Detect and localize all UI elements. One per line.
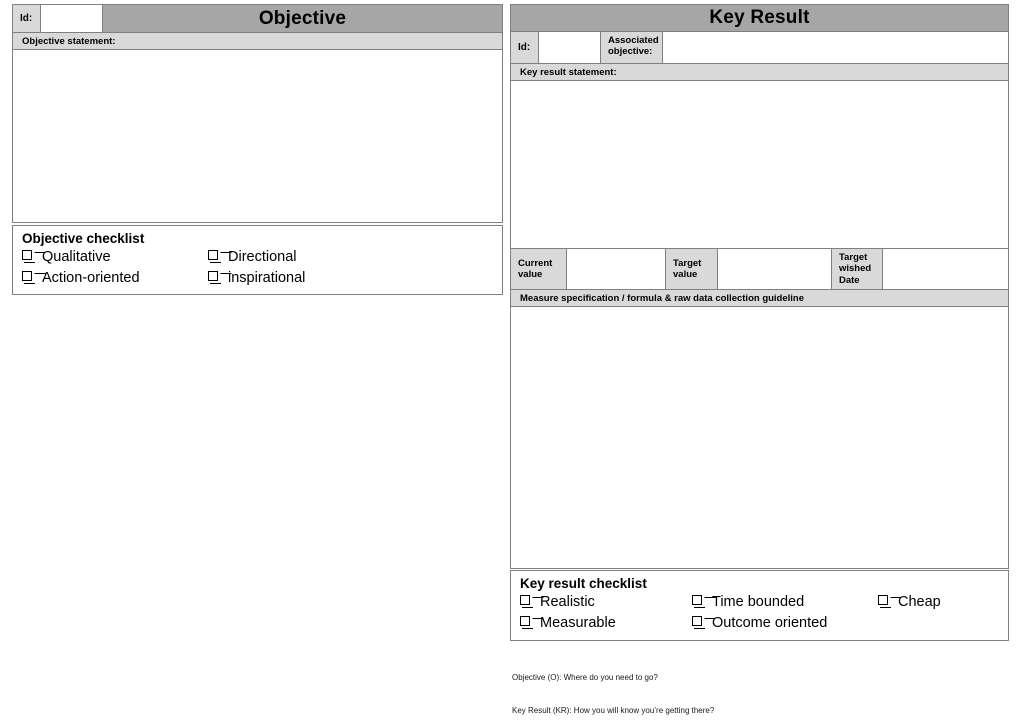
- key-result-associated-objective-label: Associated objective:: [601, 32, 663, 63]
- checkbox-empty-icon[interactable]: [22, 250, 35, 262]
- key-result-checklist-item-outcome-oriented[interactable]: [692, 613, 878, 634]
- objective-id-input[interactable]: [41, 5, 103, 32]
- key-result-checklist: [510, 570, 1009, 641]
- objective-checklist-item-directional[interactable]: [208, 247, 394, 268]
- key-result-values-row: [511, 248, 1008, 290]
- current-value-input[interactable]: [567, 249, 666, 289]
- key-result-checklist-title: Key result checklist: [520, 576, 647, 591]
- key-result-checklist-item-time-bounded[interactable]: [692, 592, 878, 613]
- key-result-checklist-item-realistic[interactable]: [520, 592, 692, 613]
- objective-checklist-item-inspirational[interactable]: [208, 268, 394, 289]
- checkbox-empty-icon[interactable]: [208, 250, 221, 262]
- key-result-id-input[interactable]: [539, 32, 601, 63]
- key-result-checklist-item-label: Cheap: [898, 594, 941, 610]
- checkbox-empty-icon[interactable]: [692, 595, 705, 607]
- target-value-label: Target value: [666, 249, 718, 289]
- key-result-associated-objective-input[interactable]: [663, 32, 1008, 63]
- footnote-key-result-line: Key Result (KR): How you will know you’re getting there?: [512, 706, 715, 715]
- objective-checklist: [12, 225, 503, 295]
- key-result-statement-label: Key result statement:: [511, 64, 1008, 81]
- objective-checklist-item-action-oriented[interactable]: [22, 268, 208, 289]
- key-result-statement-input[interactable]: [511, 81, 1008, 248]
- measure-specification-label: Measure specification / formula & raw data collection guideline: [511, 290, 1008, 307]
- key-result-id-row: [511, 32, 1008, 64]
- target-wished-date-input[interactable]: [883, 249, 1008, 289]
- checkbox-empty-icon[interactable]: [22, 271, 35, 283]
- key-result-checklist-item-cheap[interactable]: [878, 592, 998, 613]
- checkbox-empty-icon[interactable]: [878, 595, 891, 607]
- footnote-objective-line: Objective (O): Where do you need to go?: [512, 673, 658, 682]
- key-result-checklist-grid: [511, 592, 1008, 634]
- objective-checklist-grid: [13, 247, 502, 289]
- key-result-id-label: Id:: [511, 32, 539, 63]
- footnote: [512, 650, 714, 727]
- objective-checklist-item-label: Directional: [228, 249, 297, 265]
- key-result-card: [510, 4, 1009, 569]
- key-result-checklist-item-label: Realistic: [540, 594, 595, 610]
- target-wished-date-label: Target wished Date: [832, 249, 883, 289]
- objective-id-row: [13, 5, 502, 33]
- objective-statement-input[interactable]: [13, 50, 502, 222]
- checkbox-empty-icon[interactable]: [692, 616, 705, 628]
- current-value-label: Current value: [511, 249, 567, 289]
- checkbox-empty-icon[interactable]: [208, 271, 221, 283]
- objective-title: Objective: [103, 5, 502, 32]
- objective-checklist-item-label: Qualitative: [42, 249, 111, 265]
- key-result-checklist-item-measurable[interactable]: [520, 613, 692, 634]
- key-result-checklist-item-label: Outcome oriented: [712, 615, 828, 631]
- objective-checklist-item-qualitative[interactable]: [22, 247, 208, 268]
- objective-checklist-item-label: inspirational: [228, 270, 306, 286]
- checkbox-empty-icon[interactable]: [520, 595, 533, 607]
- objective-card: [12, 4, 503, 223]
- key-result-title: Key Result: [511, 5, 1008, 32]
- target-value-input[interactable]: [718, 249, 832, 289]
- objective-checklist-item-label: Action-oriented: [42, 270, 140, 286]
- objective-statement-label: Objective statement:: [13, 33, 502, 50]
- key-result-checklist-item-label: Measurable: [540, 615, 616, 631]
- measure-specification-input[interactable]: [511, 307, 1008, 566]
- objective-checklist-title: Objective checklist: [22, 231, 145, 246]
- key-result-checklist-item-label: Time bounded: [712, 594, 805, 610]
- objective-id-label: Id:: [13, 5, 41, 32]
- checkbox-empty-icon[interactable]: [520, 616, 533, 628]
